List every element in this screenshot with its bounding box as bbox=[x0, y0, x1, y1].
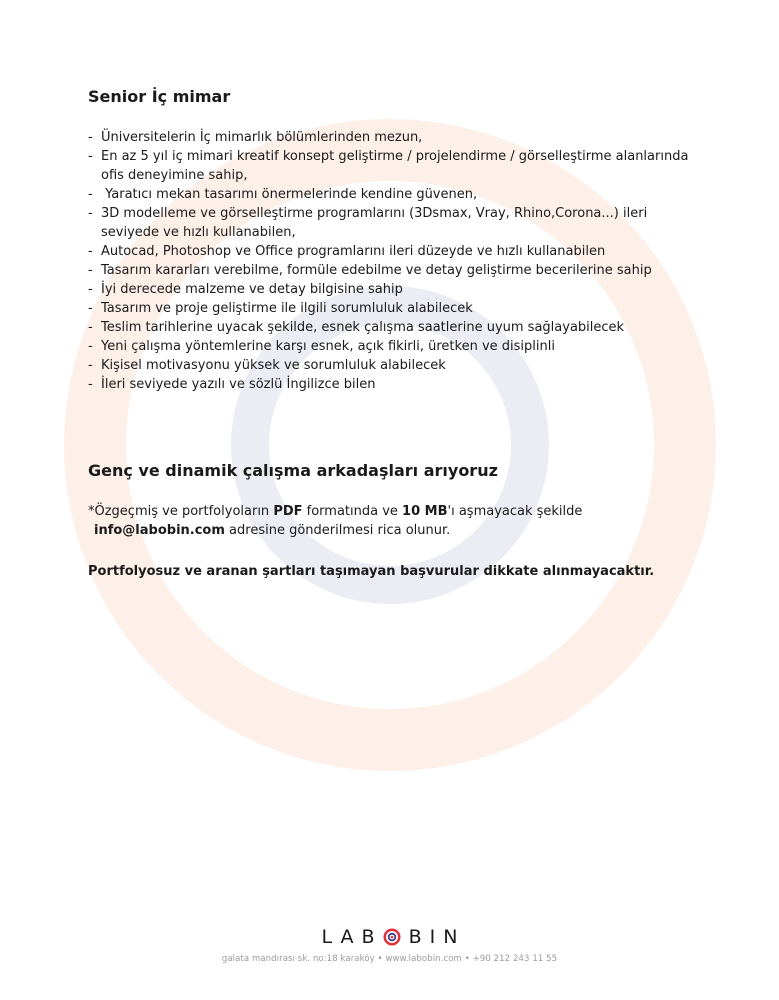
list-item: - 3D modelleme ve görselleştirme programlarını (3Dsmax, Vray, Rhino,Corona...) ileri seviyede ve hızlı kullanabilen, bbox=[88, 206, 648, 240]
application-note: *Özgeçmiş ve portfolyoların PDF formatında ve 10 MB'ı aşmayacak şekilde info@labobin.com adresine gönderilmesi rica olunur. bbox=[88, 504, 583, 538]
footer bbox=[0, 926, 779, 964]
pdf-label: PDF bbox=[273, 504, 303, 519]
list-item: - Yaratıcı mekan tasarımı önermelerinde kendine güvenen, bbox=[88, 187, 478, 202]
job-posting bbox=[88, 86, 708, 581]
requirements-list bbox=[88, 128, 708, 394]
list-item: - Üniversitelerin İç mimarlık bölümlerinden mezun, bbox=[88, 130, 423, 145]
list-item: - En az 5 yıl iç mimari kreatif konsept geliştirme / projelendirme / görselleştirme alanlarında ofis deneyimine sahip, bbox=[88, 149, 689, 183]
list-item: - İleri seviyede yazılı ve sözlü İngilizce bilen bbox=[88, 377, 376, 392]
job-title: Senior İç mimar bbox=[88, 87, 231, 106]
email-address[interactable]: info@labobin.com bbox=[94, 523, 225, 538]
list-item: - Tasarım ve proje geliştirme ile ilgili sorumluluk alabilecek bbox=[88, 301, 473, 316]
labobin-logo: LAB BIN bbox=[321, 926, 466, 948]
list-item: - Tasarım kararları verebilme, formüle edebilme ve detay geliştirme becerilerine sahip bbox=[88, 263, 652, 278]
footer-contact: galata mandırası sk. no:18 karaköy • www.labobin.com • +90 212 243 11 55 bbox=[221, 954, 558, 964]
target-logo-icon bbox=[383, 928, 401, 946]
list-item: - Teslim tarihlerine uyacak şekilde, esnek çalışma saatlerine uyum sağlayabilecek bbox=[88, 320, 625, 335]
list-item: - Yeni çalışma yöntemlerine karşı esnek, açık fikirli, üretken ve disiplinli bbox=[88, 339, 555, 354]
size-limit: 10 MB bbox=[402, 504, 448, 519]
warning-text: Portfolyosuz ve aranan şartları taşımayan başvurular dikkate alınmayacaktır. bbox=[88, 564, 655, 579]
list-item: - Autocad, Photoshop ve Office programlarını ileri düzeyde ve hızlı kullanabilen bbox=[88, 244, 606, 259]
section-subtitle: Genç ve dinamik çalışma arkadaşları arıyoruz bbox=[88, 461, 498, 480]
list-item: - İyi derecede malzeme ve detay bilgisine sahip bbox=[88, 282, 403, 297]
list-item: - Kişisel motivasyonu yüksek ve sorumluluk alabilecek bbox=[88, 358, 446, 373]
